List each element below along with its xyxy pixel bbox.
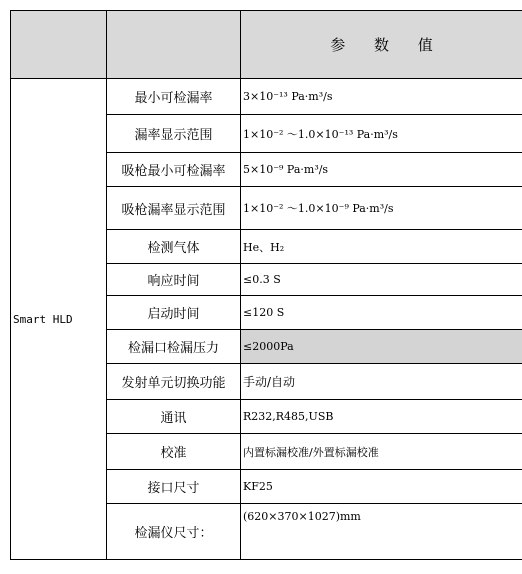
param-name: 检漏仪尺寸：: [107, 504, 241, 560]
param-name: 检漏口检漏压力: [107, 330, 241, 364]
param-value: 手动/自动: [241, 364, 522, 400]
param-name: 校准: [107, 434, 241, 470]
param-name: 漏率显示范围: [107, 115, 241, 153]
param-value: KF25: [241, 470, 522, 504]
param-value: 5×10⁻⁹ Pa·m³/s: [241, 153, 522, 187]
param-value: R232,R485,USB: [241, 400, 522, 434]
param-value: ≤2000Pa: [241, 330, 522, 364]
header-cell-product: [11, 11, 107, 79]
param-name: 吸枪漏率显示范围: [107, 187, 241, 230]
product-name: Smart HLD: [11, 79, 107, 560]
header-row: [11, 11, 522, 79]
table-row: [11, 79, 522, 115]
spec-table: [10, 10, 522, 560]
param-name: 通讯: [107, 400, 241, 434]
param-value: (620×370×1027)mm: [241, 504, 522, 560]
param-value: 内置标漏校准/外置标漏校准: [241, 434, 522, 470]
param-name: 响应时间: [107, 264, 241, 296]
param-name: 发射单元切换功能: [107, 364, 241, 400]
param-value: 3×10⁻¹³ Pa·m³/s: [241, 79, 522, 115]
param-value: ≤120 S: [241, 296, 522, 330]
param-name: 接口尺寸: [107, 470, 241, 504]
header-cell-value: 参 数 值: [241, 11, 522, 79]
param-value: 1×10⁻² ～1.0×10⁻⁹ Pa·m³/s: [241, 187, 522, 230]
param-name: 检测气体: [107, 230, 241, 264]
param-name: 吸枪最小可检漏率: [107, 153, 241, 187]
param-value: 1×10⁻² ～1.0×10⁻¹³ Pa·m³/s: [241, 115, 522, 153]
param-value: ≤0.3 S: [241, 264, 522, 296]
param-name: 最小可检漏率: [107, 79, 241, 115]
header-cell-parameter: [107, 11, 241, 79]
param-name: 启动时间: [107, 296, 241, 330]
param-value: He、H₂: [241, 230, 522, 264]
